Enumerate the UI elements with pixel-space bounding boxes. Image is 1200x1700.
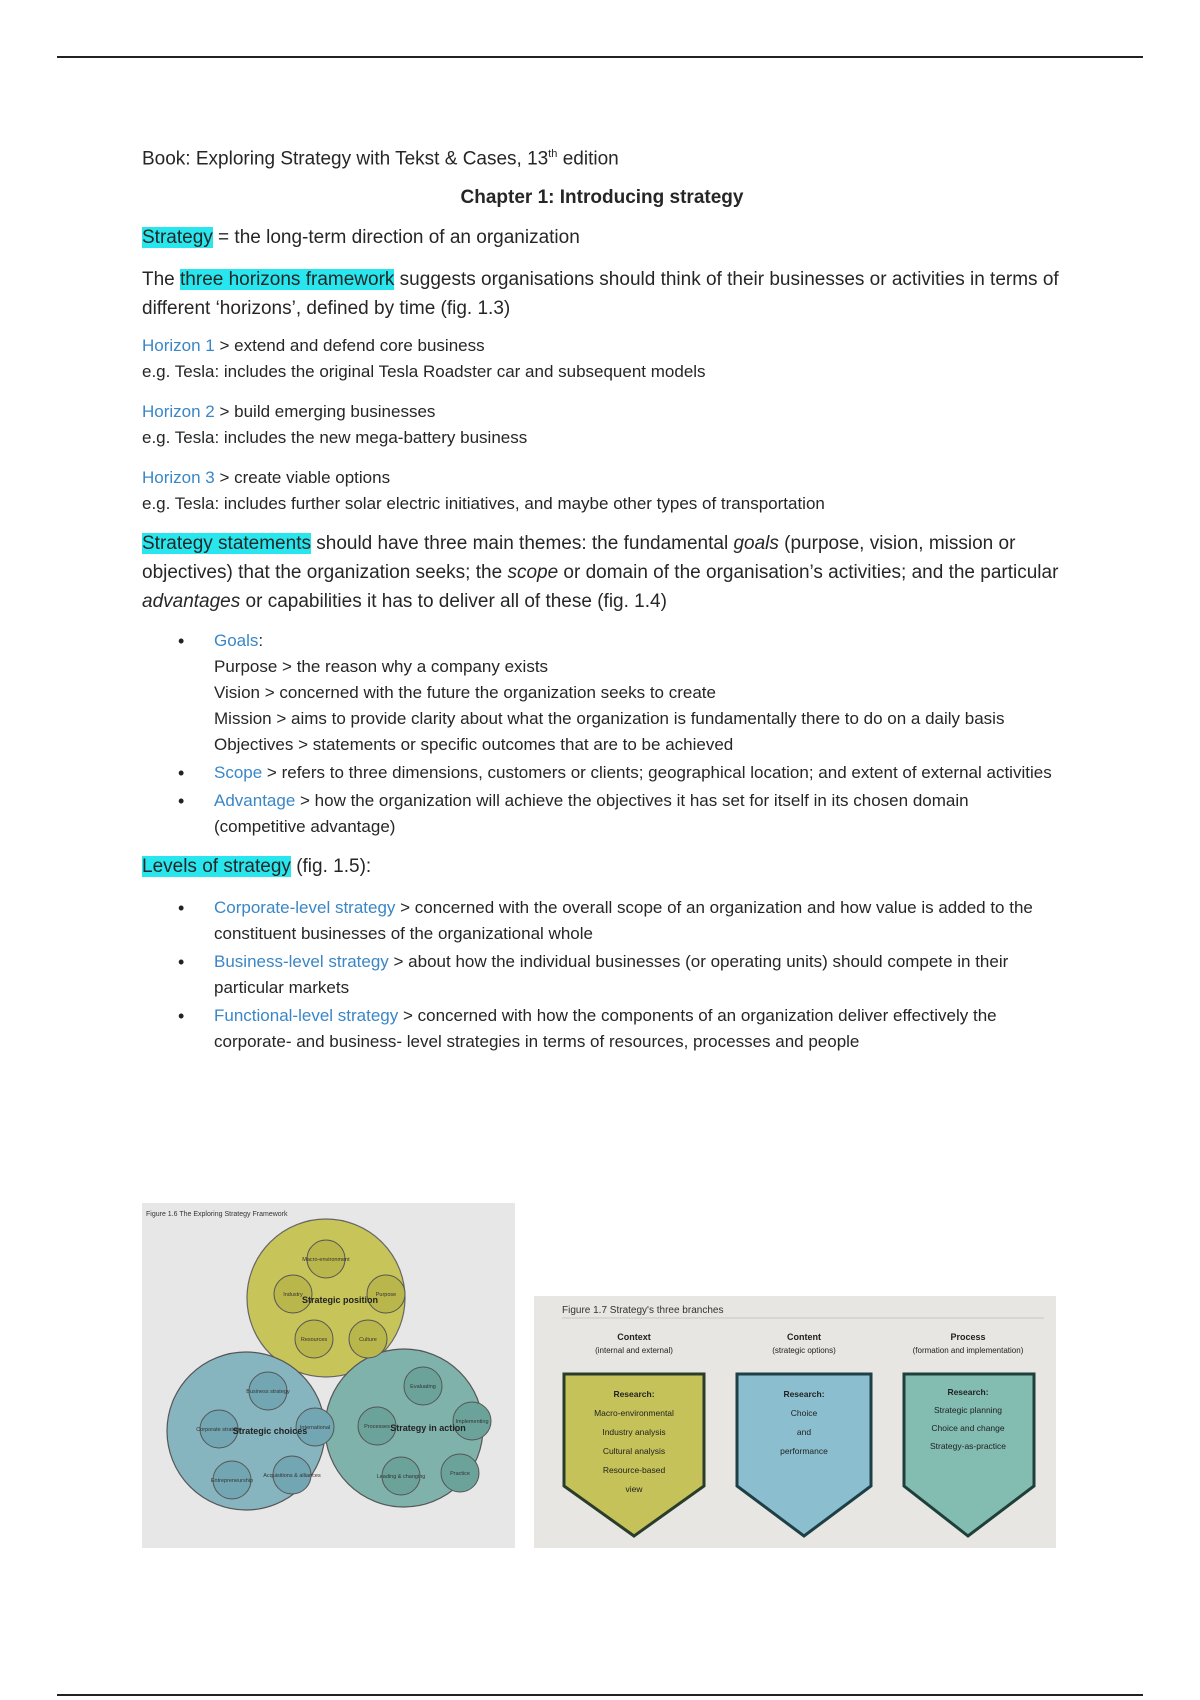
strategy-statements-term: Strategy statements: [142, 533, 311, 555]
node-label: Corporate strategy: [196, 1427, 242, 1433]
research-label: Research:: [783, 1389, 825, 1399]
goals-colon: :: [258, 631, 264, 651]
level-desc: > concerned with how the components of an organization deliver effectively the corporate- and business- level strategies in terms of resources, processes and people: [214, 1006, 997, 1052]
strategy-definition-text: = the long-term direction of an organization: [212, 227, 580, 249]
choices-label: Strategic choices: [232, 1426, 308, 1436]
levels-text: (fig. 1.5):: [290, 856, 372, 878]
figure-strategy-three-branches: [534, 1296, 1056, 1548]
advantage-desc: > how the organization will achieve the objectives it has set for itself in its chosen domain (competitive advantage): [214, 791, 969, 837]
branch-line: Macro-environmental: [594, 1408, 674, 1418]
horizon-example: e.g. Tesla: includes the new mega-battery business: [142, 428, 528, 448]
levels-paragraph: [142, 852, 1062, 881]
levels-list: [142, 895, 1062, 1055]
figure-exploring-strategy-framework: [142, 1203, 515, 1548]
horizon-label: Horizon 2: [142, 402, 215, 422]
column-sub: (formation and implementation): [912, 1346, 1024, 1355]
node-label: Implementing: [455, 1419, 489, 1425]
horizon-2: [142, 399, 1062, 451]
branch-line: Cultural analysis: [602, 1446, 666, 1456]
figure-caption: Figure 1.6 The Exploring Strategy Framework: [146, 1211, 288, 1218]
branch-line: view: [625, 1484, 643, 1494]
list-item-functional: [214, 1003, 1062, 1055]
figure-caption: Figure 1.7 Strategy's three branches: [562, 1305, 724, 1316]
column-head: Process: [950, 1332, 986, 1342]
horizon-desc: > build emerging businesses: [214, 402, 436, 422]
edition-superscript: th: [548, 148, 558, 160]
node-label: Macro-environment: [302, 1257, 350, 1263]
node-label: International: [299, 1425, 331, 1431]
themes-list: [142, 628, 1062, 840]
research-label: Research:: [613, 1389, 655, 1399]
horizon-desc: > create viable options: [214, 468, 391, 488]
book-title: Book: Exploring Strategy with Tekst & Cases, 13: [142, 148, 549, 170]
column-head: Content: [787, 1332, 821, 1342]
levels-term: Levels of strategy: [142, 856, 291, 878]
strategy-term: Strategy: [142, 227, 213, 249]
branch-line: Resource-based: [602, 1465, 666, 1475]
statements-text: should have three main themes: the fundamental: [310, 533, 734, 555]
node-label: Purpose: [375, 1292, 397, 1298]
branch-line: Industry analysis: [602, 1427, 666, 1437]
three-horizons-text: suggests organisations should think of their businesses or activities in terms of different ‘horizons’, defined by time (fig. 1.3): [142, 269, 1059, 320]
horizon-example: e.g. Tesla: includes further solar electric initiatives, and maybe other types of transportation: [142, 494, 825, 514]
node-label: Processes: [364, 1424, 390, 1430]
goals-label: Goals: [214, 631, 259, 651]
footer-rule: [57, 1694, 1143, 1696]
figures-row: [142, 1203, 1062, 1548]
scope-italic: scope: [507, 562, 559, 584]
column-sub: (strategic options): [772, 1346, 836, 1355]
position-label: Strategic position: [301, 1295, 379, 1305]
process-arrow: [904, 1374, 1034, 1536]
research-label: Research:: [947, 1387, 989, 1397]
horizon-3: [142, 465, 1062, 517]
edition-label: edition: [557, 148, 619, 170]
level-label: Functional-level strategy: [214, 1006, 399, 1026]
node-label: Acquisitions & alliances: [263, 1473, 321, 1479]
advantage-label: Advantage: [214, 791, 296, 811]
header-rule: [57, 56, 1143, 58]
horizon-label: Horizon 3: [142, 468, 215, 488]
document-body: [142, 140, 1062, 1057]
list-item-goals: [214, 628, 1062, 758]
node-label: Business strategy: [246, 1389, 290, 1395]
horizon-1: [142, 333, 1062, 385]
branch-line: and: [796, 1427, 812, 1437]
node-label: Industry: [283, 1292, 303, 1298]
branch-line: performance: [780, 1446, 828, 1456]
node-label: Entrepreneurship: [210, 1478, 254, 1484]
node-label: Practice: [450, 1471, 470, 1477]
node-label: Evaluating: [410, 1384, 436, 1390]
three-horizons-term: three horizons framework: [180, 269, 395, 291]
column-sub: (internal and external): [595, 1346, 673, 1355]
goals-vision: Vision > concerned with the future the organization seeks to create: [214, 683, 716, 703]
node-label: Culture: [359, 1337, 377, 1343]
horizon-example: e.g. Tesla: includes the original Tesla Roadster car and subsequent models: [142, 362, 706, 382]
advantages-italic: advantages: [142, 591, 241, 613]
statements-text: or capabilities it has to deliver all of these (fig. 1.4): [240, 591, 667, 613]
framework-diagram: [142, 1203, 515, 1548]
action-label: Strategy in action: [390, 1423, 466, 1433]
statements-text: (purpose, vision, mission or objectives) that the organization seeks; the: [142, 533, 1016, 584]
three-horizons-paragraph: [142, 265, 1062, 323]
strategy-definition: [142, 223, 1062, 252]
goals-italic: goals: [733, 533, 779, 555]
horizon-label: Horizon 1: [142, 336, 215, 356]
statements-text: or domain of the organisation’s activities; and the particular: [558, 562, 1059, 584]
level-desc: > concerned with the overall scope of an organization and how value is added to the constituent businesses of the organizational whole: [214, 898, 1033, 944]
list-item-advantage: [214, 788, 1062, 840]
node-label: Leading & changing: [376, 1474, 426, 1480]
goals-purpose: Purpose > the reason why a company exists: [214, 657, 549, 677]
list-item-scope: [214, 760, 1062, 786]
book-reference: [142, 140, 1062, 173]
column-head: Context: [617, 1332, 651, 1342]
list-item-business: [214, 949, 1062, 1001]
level-desc: > about how the individual businesses (or operating units) should compete in their particular markets: [214, 952, 1009, 998]
list-item-corporate: [214, 895, 1062, 947]
horizon-desc: > extend and defend core business: [214, 336, 485, 356]
scope-label: Scope: [214, 763, 263, 783]
branches-diagram: [534, 1296, 1056, 1548]
level-label: Corporate-level strategy: [214, 898, 396, 918]
branch-line: Choice and change: [931, 1423, 1005, 1433]
level-label: Business-level strategy: [214, 952, 389, 972]
scope-desc: > refers to three dimensions, customers or clients; geographical location; and extent of external activities: [262, 763, 1052, 783]
chapter-title: Chapter 1: Introducing strategy: [460, 187, 744, 209]
strategy-statements-paragraph: [142, 529, 1062, 616]
branch-line: Choice: [790, 1408, 818, 1418]
goals-mission: Mission > aims to provide clarity about what the organization is fundamentally there to do on a daily basis: [214, 709, 1005, 729]
three-horizons-pre: The: [142, 269, 181, 291]
branch-line: Strategic planning: [933, 1405, 1003, 1415]
goals-objectives: Objectives > statements or specific outcomes that are to be achieved: [214, 735, 734, 755]
node-label: Resources: [300, 1337, 328, 1343]
branch-line: Strategy-as-practice: [929, 1441, 1007, 1451]
